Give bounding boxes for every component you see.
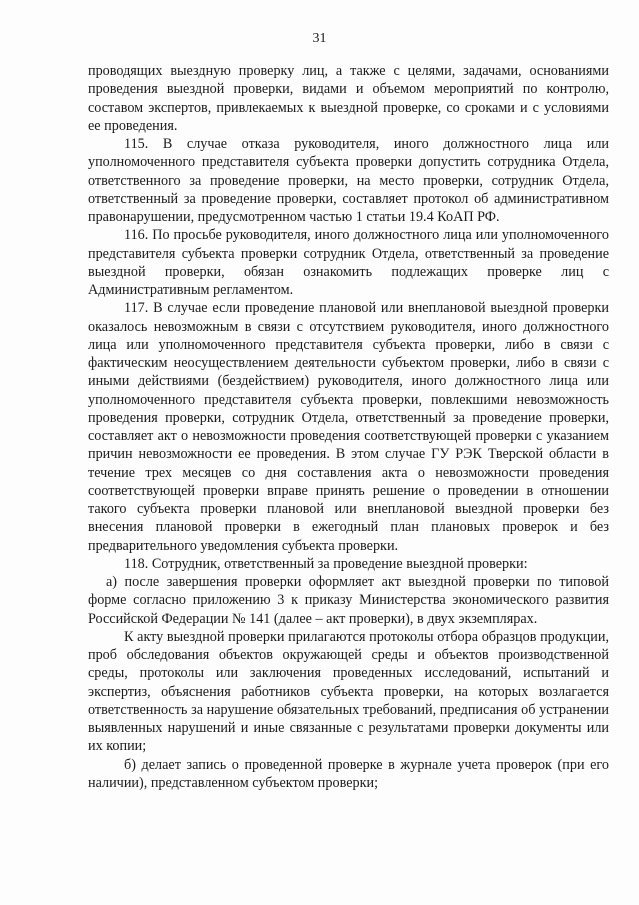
paragraph-118: 118. Сотрудник, ответственный за проведение выездной проверки: xyxy=(124,555,528,572)
paragraph-117: 117. В случае если проведение плановой или внеплановой выездной проверки оказалось невозможным в связи с отсутствием руководителя, иного должностного лица или уполномоченного представителя субъекта проверки, либо в связи с фактическим неосуществлением деятельности субъектом проверки, либо в связи с иными действиями (бездействием) руководителя, иного должностного лица или уполномоченного представителя субъекта проверки, повлекшими невозможность проведения проверки, сотрудник Отдела, ответственный за проведение проверки, составляет акт о невозможности проведения соответствующей проверки с указанием причин невозможности ее проведения. В этом случае ГУ РЭК Тверской области в течение трех месяцев со дня составления акта о невозможности проведения соответствующей проверки вправе принять решение о проведении в отношении такого субъекта проверки плановой или внеплановой выездной проверки без внесения плановой проверки в ежегодный план плановых проверок и без предварительного уведомления субъекта проверки. xyxy=(88,300,609,554)
paragraph-115: 115. В случае отказа руководителя, иного должностного лица или уполномоченного представителя субъекта проверки допустить сотрудника Отдела, ответственного за проведение проверки, на место проверки, сотрудник Отдела, ответственный за проведение проверки, составляет протокол об административном правонарушении, предусмотренном частью 1 статьи 19.4 КоАП РФ. xyxy=(88,136,609,225)
paragraph-118-a: а) после завершения проверки оформляет акт выездной проверки по типовой форме согласно приложению 3 к приказу Министерства экономического развития Российской Федерации № 141 (далее – акт проверки), в двух экземплярах. xyxy=(88,574,609,627)
paragraph-118-b: б) делает запись о проведенной проверке в журнале учета проверок (при его наличии), представленном субъектом проверки; xyxy=(88,756,609,791)
page-number: 31 xyxy=(312,31,327,46)
paragraph-116: 116. По просьбе руководителя, иного должностного лица или уполномоченного представителя субъекта проверки сотрудник Отдела, ответственный за проведение выездной проверки, обязан ознакомить подлежащих проверке лиц с Административным регламентом. xyxy=(88,227,609,298)
paragraph-continuation: проводящих выездную проверку лиц, а также с целями, задачами, основаниями проведения выездной проверки, видами и объемом мероприятий по контролю, составом экспертов, привлекаемых к выездной проверке, со сроками и с условиями ее проведения. xyxy=(88,63,609,134)
document-body xyxy=(88,62,609,792)
paragraph-attachments: К акту выездной проверки прилагаются протоколы отбора образцов продукции, проб обследования объектов окружающей среды и объектов производственной среды, протоколы или заключения проведенных исследований, испытаний и экспертиз, объяснения работников субъекта проверки, на которых возлагается ответственность за нарушение обязательных требований, предписания об устранении выявленных нарушений и иные связанные с результатами проверки документы или их копии; xyxy=(88,628,609,755)
